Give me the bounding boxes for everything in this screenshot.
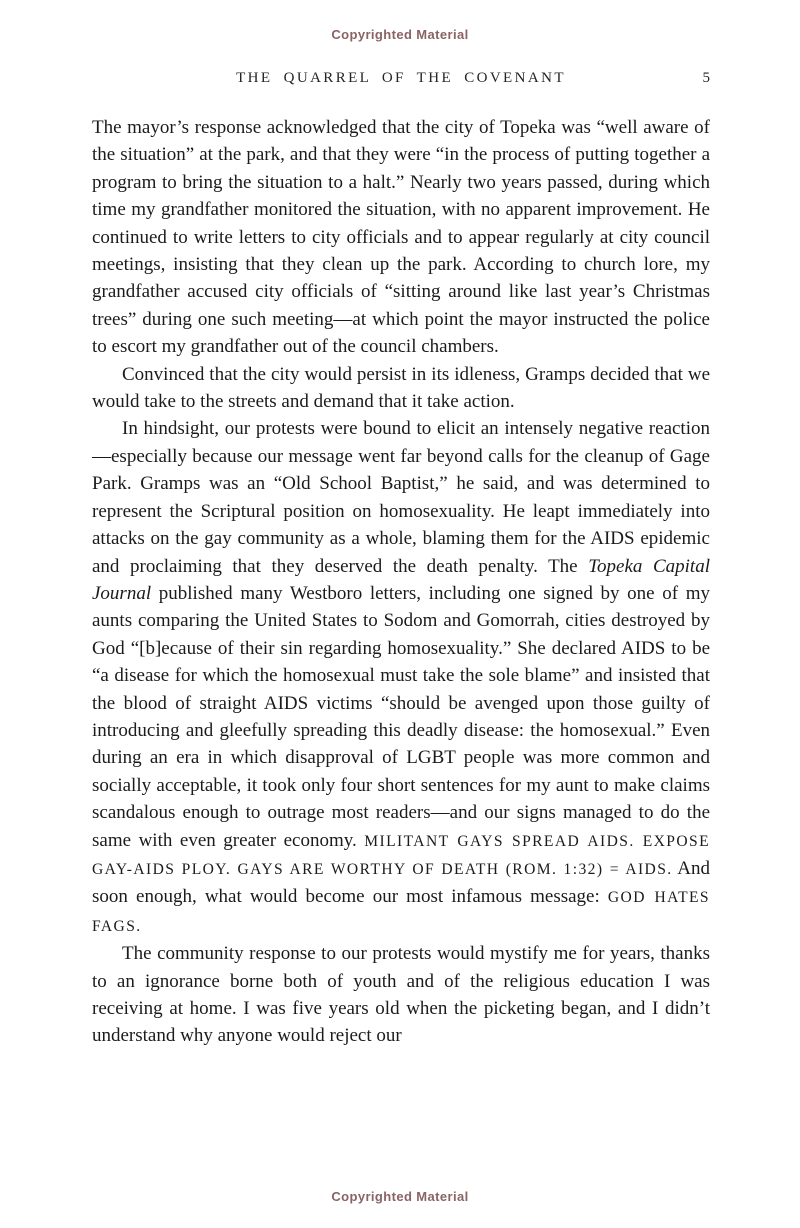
- page-number: 5: [702, 70, 710, 86]
- copyright-notice-top: Copyrighted Material: [331, 27, 469, 42]
- paragraph-1-text: The mayor’s response acknowledged that the city of Topeka was “well aware of the situation” at the park, and that they were “in the process of putting together a program to bring the situation to a halt.” Nearly two years passed, during which time my grandfather monitored the situation, with no apparent improvement. He continued to write letters to city officials and to appear regularly at city council meetings, insisting that they clean up the park. According to church lore, my grandfather accused city officials of “sitting around like last year’s Christmas trees” during one such meeting—at which point the mayor instructed the police to escort my grandfather out of the council chambers.: [92, 117, 710, 358]
- paragraph-2: [92, 361, 710, 416]
- chapter-title: THE QUARREL OF THE COVENANT: [236, 70, 566, 86]
- paragraph-4: [92, 940, 710, 1050]
- paragraph-3-text-b: published many Westboro letters, including one signed by one of my aunts comparing the United States to Sodom and Gomorrah, cities destroyed by God “[b]ecause of their sin regarding homosexuality.” She declared AIDS to be “a disease for which the homosexual must take the sole blame” and insisted that the blood of straight AIDS victims “should be avenged upon those guilty of introducing and gleefully spreading this deadly disease: the homosexual.” Even during an era in which disapproval of LGBT people was more common and socially acceptable, it took only four short sentences for my aunt to make claims scandalous enough to outrage most readers—and our signs managed to do the same with even greater economy.: [92, 582, 710, 851]
- copyright-notice-bottom: Copyrighted Material: [331, 1189, 469, 1204]
- paragraph-2-text: Convinced that the city would persist in its idleness, Gramps decided that we would take to the streets and demand that it take action.: [92, 363, 710, 413]
- journal-title: Topeka Capital Journal: [92, 555, 710, 604]
- paragraph-3-text-c: And soon enough, what would become our most infamous message:: [92, 857, 710, 908]
- body-text: [92, 114, 710, 1050]
- paragraph-3: [92, 415, 710, 940]
- paragraph-3-text-a: In hindsight, our protests were bound to elicit an intensely negative reaction—especially because our message went far beyond calls for the cleanup of Gage Park. Gramps was an “Old School Baptist,” he said, and was determined to represent the Scriptural position on homosexuality. He leapt immediately into attacks on the gay community as a whole, blaming them for the AIDS epidemic and proclaiming that they deserved the death penalty. The: [92, 418, 710, 577]
- picket-signs-smallcaps: MILITANT GAYS SPREAD AIDS. EXPOSE GAY-AIDS PLOY. GAYS ARE WORTHY OF DEATH (ROM. 1:32) = AIDS.: [92, 832, 710, 878]
- running-header: [92, 70, 710, 87]
- paragraph-1: [92, 114, 710, 361]
- paragraph-4-text: The community response to our protests would mystify me for years, thanks to an ignorance borne both of youth and of the religious education I was receiving at home. I was five years old when the picketing began, and I didn’t understand why anyone would reject our: [92, 943, 710, 1047]
- infamous-message-smallcaps: GOD HATES FAGS.: [92, 889, 711, 935]
